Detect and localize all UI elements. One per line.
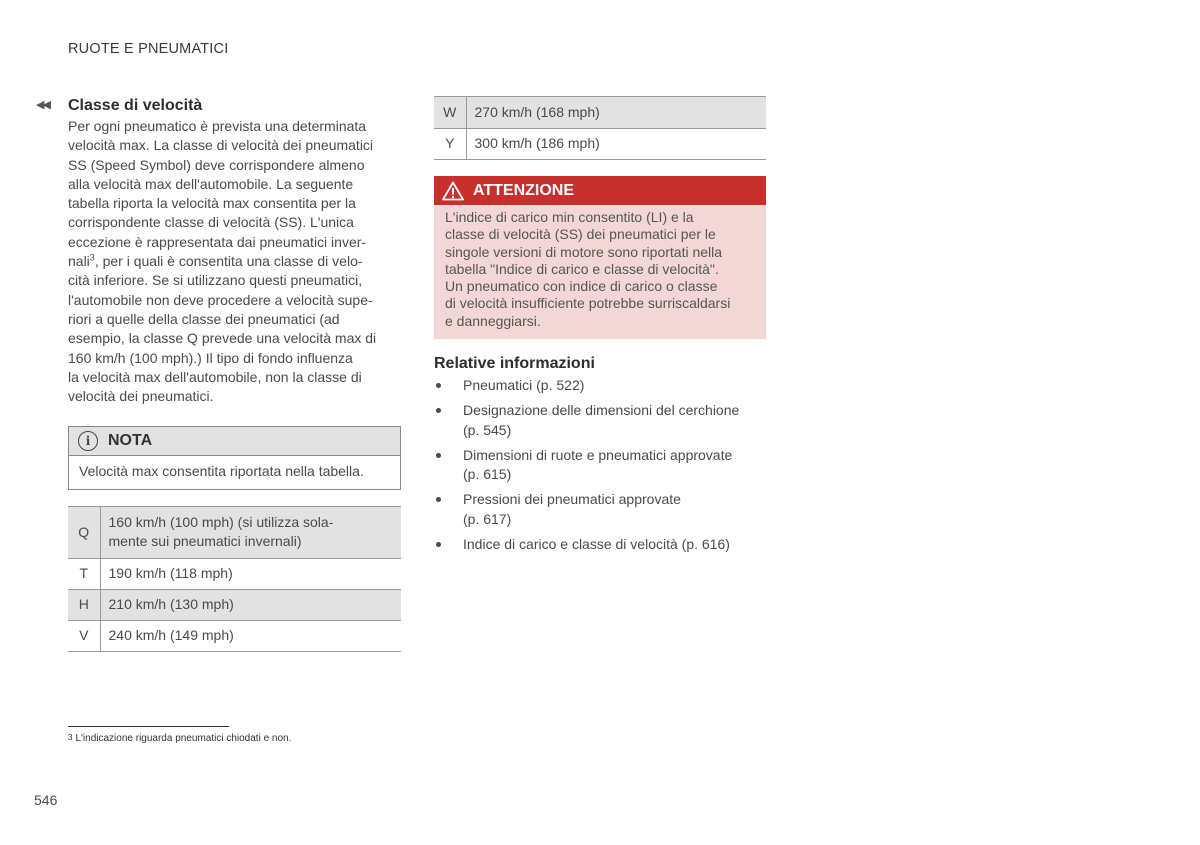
section-title: Classe di velocità [68, 97, 203, 114]
warning-line: L'indice di carico min consentito (LI) e la [445, 209, 694, 225]
speed-value [100, 507, 401, 558]
double-chevron-left-icon[interactable]: ◀◀ [36, 99, 49, 111]
table-row [68, 507, 401, 558]
paragraph-line: Per ogni pneumatico è prevista una determinata [68, 118, 367, 134]
related-link-text[interactable]: Dimensioni di ruote e pneumatici approvate [463, 446, 733, 463]
speed-code: V [68, 620, 100, 651]
warning-title: ATTENZIONE [473, 181, 575, 199]
bullet-icon [436, 453, 441, 458]
speed-class-paragraph [68, 117, 401, 406]
note-text: Velocità max consentita riportata nella tabella. [79, 463, 364, 479]
speed-value-line: mente sui pneumatici invernali) [108, 533, 302, 550]
footnote-reference[interactable]: 3 [89, 252, 95, 263]
note-box [68, 426, 401, 490]
warning-line: classe di velocità (SS) dei pneumatici per le [445, 226, 716, 243]
related-link-text[interactable]: Pneumatici (p. 522) [463, 377, 585, 393]
speed-class-section [68, 96, 401, 406]
related-link[interactable] [434, 535, 766, 554]
footnote [68, 733, 291, 744]
table-row [68, 589, 401, 620]
warning-line: tabella "Indice di carico e classe di velocità". [445, 260, 719, 277]
paragraph-line: riori a quelle della classe dei pneumatici (ad [68, 310, 340, 327]
note-title: NOTA [108, 432, 153, 449]
paragraph-line: nali [68, 253, 90, 270]
speed-value: 190 km/h (118 mph) [108, 564, 233, 581]
related-link[interactable] [434, 401, 766, 440]
paragraph-line: tabella riporta la velocità max consentita per la [68, 195, 356, 212]
speed-code: T [68, 558, 100, 589]
speed-code: H [68, 589, 100, 620]
related-link[interactable] [434, 490, 766, 529]
speed-value: 210 km/h (130 mph) [108, 595, 234, 612]
warning-line: singole versioni di motore sono riportati nella [445, 243, 723, 260]
table-row [434, 97, 766, 128]
bullet-icon [436, 497, 441, 502]
paragraph-line: esempio, la classe Q prevede una velocità max di [68, 330, 377, 347]
warning-line: Un pneumatico con indice di carico o classe [445, 278, 718, 295]
warning-text [434, 205, 766, 330]
speed-code: Q [68, 507, 100, 558]
related-link-text[interactable]: Pressioni dei pneumatici approvate [463, 491, 681, 508]
related-link[interactable] [434, 376, 766, 395]
warning-line: di velocità insufficiente potrebbe surriscaldarsi [445, 295, 731, 312]
table-row [68, 558, 401, 589]
speed-value: 240 km/h (149 mph) [108, 626, 234, 643]
footnote-number: 3 [68, 733, 73, 742]
speed-value: 270 km/h (168 mph) [474, 103, 600, 120]
warning-line: e danneggiarsi. [445, 312, 541, 329]
related-link[interactable] [434, 446, 766, 485]
related-link-text[interactable]: Designazione delle dimensioni del cerchione [463, 402, 740, 419]
bullet-icon [436, 542, 441, 547]
related-info-title: Relative informazioni [434, 355, 595, 372]
warning-header [434, 176, 766, 205]
warning-box [434, 176, 766, 339]
paragraph-line: eccezione è rappresentata dai pneumatici inver- [68, 233, 367, 250]
paragraph-line: SS (Speed Symbol) deve corrispondere almeno [68, 156, 365, 173]
page-number: 546 [34, 792, 58, 808]
table-row [434, 128, 766, 159]
related-link-text[interactable]: Indice di carico e classe di velocità (p. 616) [463, 536, 730, 553]
paragraph-line: l'automobile non deve procedere a velocità supe- [68, 291, 373, 308]
speed-table-right [434, 96, 766, 160]
footnote-text: L'indicazione riguarda pneumatici chiodati e non. [75, 733, 292, 744]
paragraph-line: corrispondente classe di velocità (SS). L'unica [68, 214, 354, 231]
info-circle-icon: i [78, 431, 98, 451]
bullet-icon [436, 408, 441, 413]
paragraph-line: , per i quali è consentita una classe di velo- [94, 253, 363, 270]
related-link-text[interactable]: (p. 615) [463, 466, 512, 483]
paragraph-line: la velocità max dell'automobile, non la classe di [68, 368, 362, 385]
paragraph-line: cità inferiore. Se si utilizzano questi pneumatici, [68, 272, 363, 289]
warning-triangle-icon [442, 181, 464, 201]
speed-table-left [68, 506, 401, 652]
bullet-icon [436, 383, 441, 388]
speed-code: W [434, 97, 466, 128]
paragraph-line: velocità dei pneumatici. [68, 388, 214, 405]
section-header: RUOTE E PNEUMATICI [68, 41, 229, 57]
footnote-divider [68, 726, 229, 727]
related-info-list [434, 376, 766, 560]
paragraph-line: 160 km/h (100 mph).) Il tipo di fondo influenza [68, 349, 353, 366]
paragraph-line: velocità max. La classe di velocità dei pneumatici [68, 137, 374, 154]
related-link-text[interactable]: (p. 545) [463, 421, 512, 438]
related-link-text[interactable]: (p. 617) [463, 510, 512, 527]
note-header [69, 427, 400, 456]
speed-value-line: 160 km/h (100 mph) (si utilizza sola- [108, 513, 334, 530]
speed-value: 300 km/h (186 mph) [474, 134, 600, 151]
paragraph-line: alla velocità max dell'automobile. La seguente [68, 175, 354, 192]
speed-code: Y [434, 128, 466, 159]
table-row [68, 620, 401, 651]
